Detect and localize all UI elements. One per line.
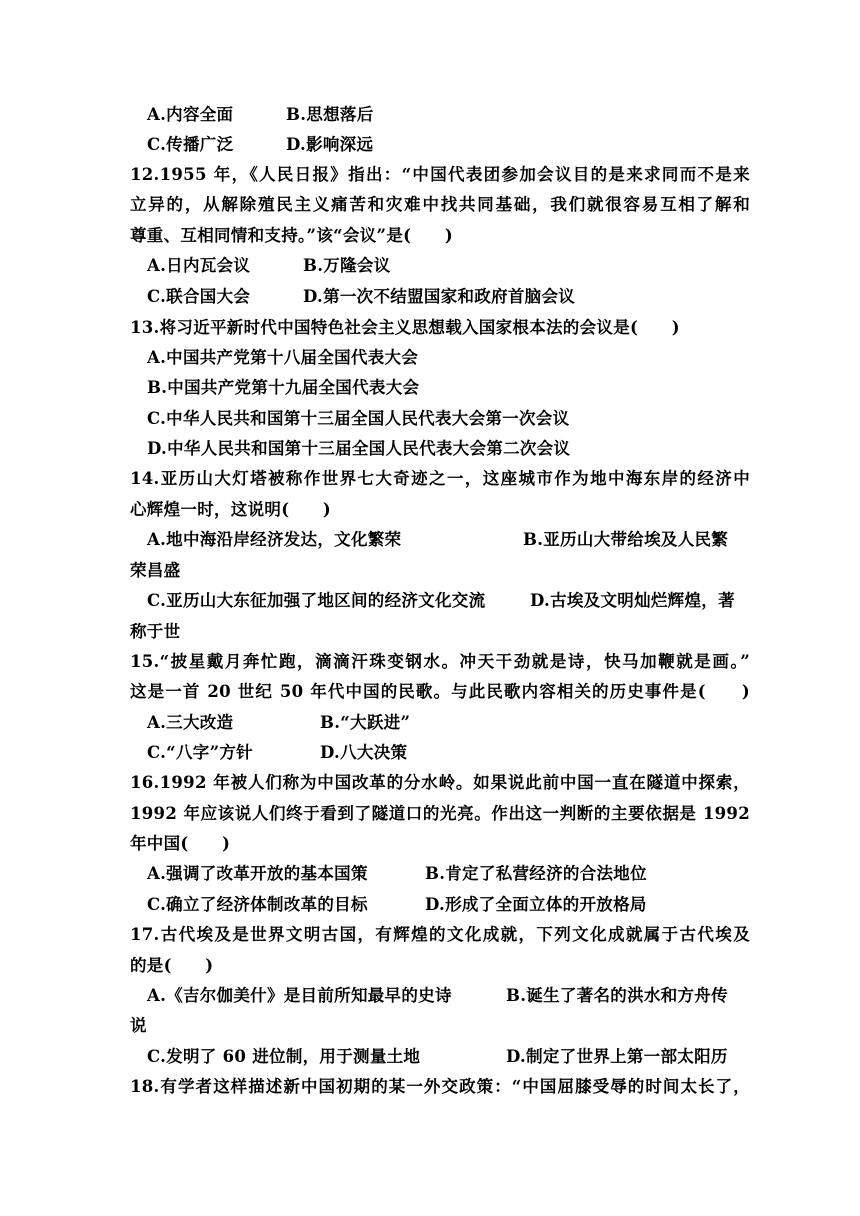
q12-stem-line-3: 尊重、互相同情和支持。”该“会议”是( ): [130, 226, 453, 245]
q13-option-a: A.中国共产党第十八届全国代表大会: [147, 348, 419, 367]
q13-option-b: B.中国共产党第十九届全国代表大会: [147, 378, 420, 397]
q15-option-a: A.三大改造: [147, 713, 234, 732]
q15-stem-line-1: 15.“披星戴月奔忙跑，滴滴汗珠变钢水。冲天干劲就是诗，快马加鞭就是画。”: [130, 652, 750, 671]
q15-option-d: D.八大决策: [320, 743, 408, 762]
q14-stem-line-2: 心辉煌一时，这说明( ): [130, 500, 332, 519]
q17-option-row-1: [147, 985, 750, 1007]
q17-option-row-2: [147, 1046, 750, 1068]
q16-option-row-2: [147, 894, 750, 916]
q14-option-b: B.亚历山大带给埃及人民繁: [523, 530, 729, 549]
q12-option-row-2: [147, 286, 750, 308]
q18-stem-line-1: 18.有学者这样描述新中国初期的某一外交政策：“中国屈膝受辱的时间太长了，: [130, 1077, 750, 1096]
q14-option-b-continued: 荣昌盛: [130, 561, 181, 580]
q12-option-a: A.日内瓦会议: [147, 256, 251, 275]
q17-option-b: B.诞生了著名的洪水和方舟传: [506, 986, 728, 1005]
q14-option-d-continued: 称于世: [130, 622, 181, 641]
q11-option-row-1: [147, 104, 750, 126]
q16-stem-line-3: 年中国( ): [130, 834, 231, 853]
q16-option-row-1: [147, 863, 750, 885]
q13-option-d: D.中华人民共和国第十三届全国人民代表大会第二次会议: [147, 439, 571, 458]
q11-option-a: A.内容全面: [147, 105, 234, 124]
q12-stem-line-1: 12.1955 年，《人民日报》指出：“中国代表团参加会议目的是来求同而不是来: [130, 165, 750, 184]
q11-option-c: C.传播广泛: [147, 135, 234, 154]
q17-option-a: A.《吉尔伽美什》是目前所知最早的史诗: [147, 986, 452, 1005]
q17-stem-line-1: 17.古代埃及是世界文明古国，有辉煌的文化成就，下列文化成就属于古代埃及: [130, 925, 750, 944]
q15-stem-line-2: 这是一首 20 世纪 50 年代中国的民歌。与此民歌内容相关的历史事件是( ): [130, 682, 750, 701]
q14-option-row-2: [147, 590, 750, 612]
q11-option-d: D.影响深远: [286, 135, 374, 154]
q17-option-d: D.制定了世界上第一部太阳历: [506, 1047, 728, 1066]
q12-option-b: B.万隆会议: [303, 256, 391, 275]
q16-option-c: C.确立了经济体制改革的目标: [147, 895, 368, 914]
q15-option-b: B.“大跃进”: [320, 713, 411, 732]
q14-option-row-1: [147, 529, 750, 551]
q16-option-d: D.形成了全面立体的开放格局: [425, 895, 647, 914]
q12-option-c: C.联合国大会: [147, 287, 251, 306]
q17-stem-line-2: 的是( ): [130, 956, 214, 975]
q16-stem-line-2: 1992 年应该说人们终于看到了隧道口的光亮。作出这一判断的主要依据是 1992: [130, 804, 750, 823]
q14-option-d: D.古埃及文明灿烂辉煌，著: [530, 591, 735, 610]
q15-option-row-1: [147, 712, 750, 734]
q16-option-b: B.肯定了私营经济的合法地位: [425, 864, 647, 883]
q17-option-b-continued: 说: [130, 1016, 147, 1035]
q12-option-d: D.第一次不结盟国家和政府首脑会议: [303, 287, 576, 306]
q14-stem-line-1: 14.亚历山大灯塔被称作世界七大奇迹之一，这座城市作为地中海东岸的经济中: [130, 469, 750, 488]
q11-option-b: B.思想落后: [286, 105, 374, 124]
q16-option-a: A.强调了改革开放的基本国策: [147, 864, 368, 883]
q17-option-c: C.发明了 60 进位制，用于测量土地: [147, 1047, 421, 1066]
q12-stem-line-2: 立异的，从解除殖民主义痛苦和灾难中找共同基础，我们就很容易互相了解和: [130, 195, 750, 214]
q14-option-a: A.地中海沿岸经济发达，文化繁荣: [147, 530, 402, 549]
q11-option-row-2: [147, 134, 750, 156]
q15-option-row-2: [147, 742, 750, 764]
q15-option-c: C.“八字”方针: [147, 743, 253, 762]
q13-option-c: C.中华人民共和国第十三届全国人民代表大会第一次会议: [147, 409, 570, 428]
q13-stem-line-1: 13.将习近平新时代中国特色社会主义思想载入国家根本法的会议是( ): [130, 318, 680, 337]
q12-option-row-1: [147, 255, 750, 277]
q14-option-c: C.亚历山大东征加强了地区间的经济文化交流: [147, 591, 486, 610]
q16-stem-line-1: 16.1992 年被人们称为中国改革的分水岭。如果说此前中国一直在隧道中探索，: [130, 773, 750, 792]
